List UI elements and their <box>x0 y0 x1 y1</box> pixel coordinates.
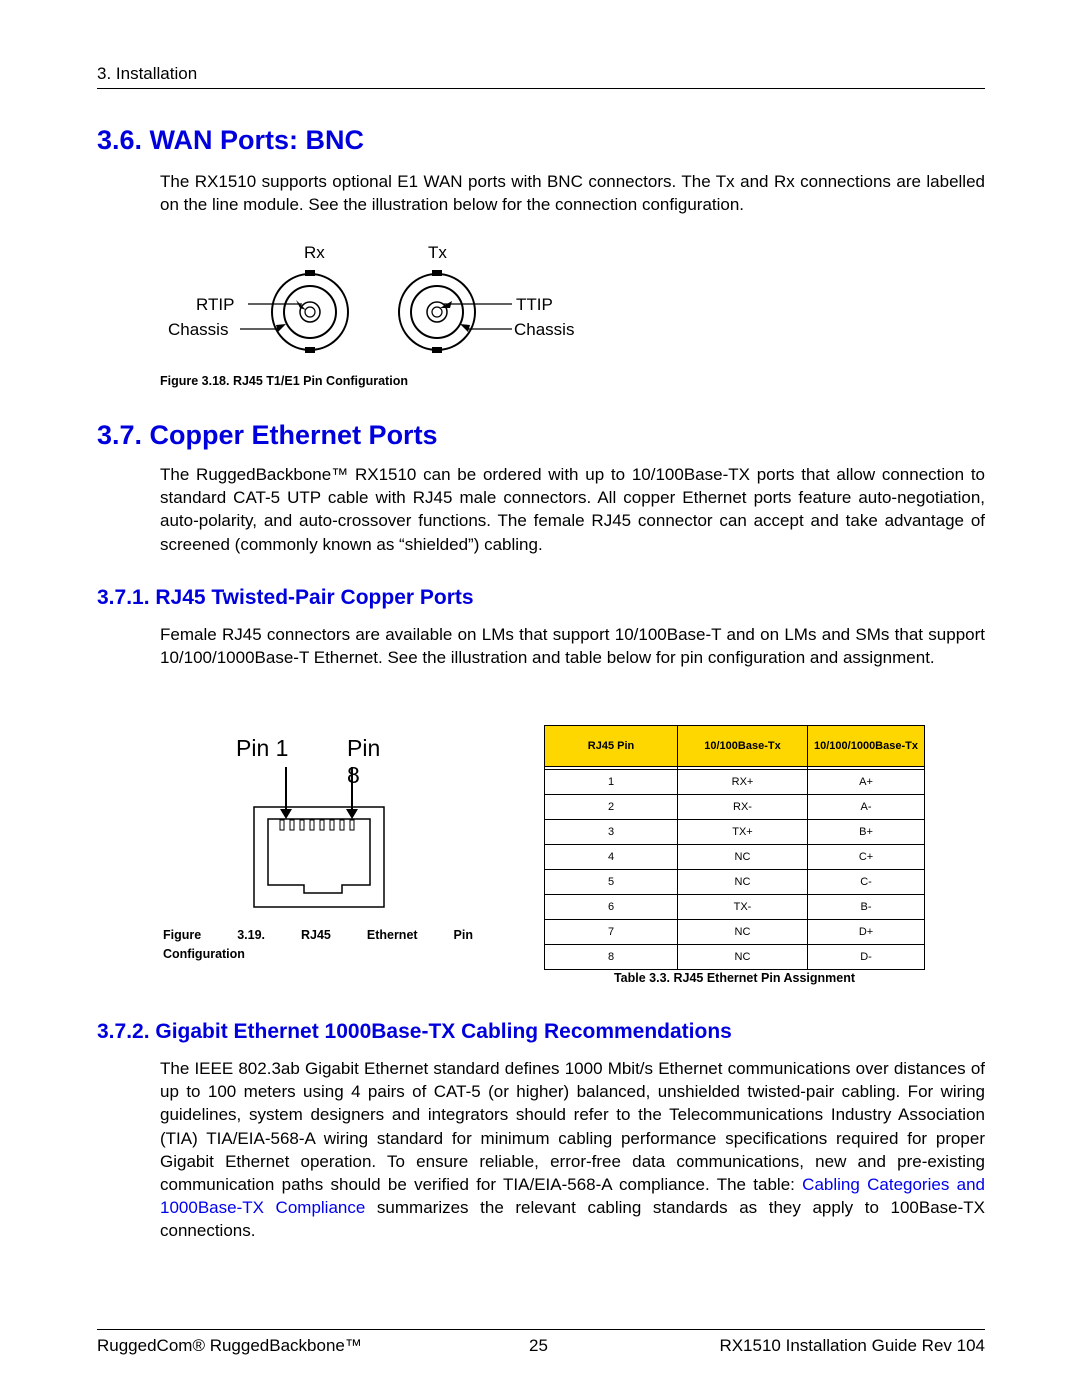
table-header-cell: RJ45 Pin <box>545 726 678 767</box>
footer-brand: RuggedCom® RuggedBackbone™ <box>97 1336 362 1355</box>
table-cell: TX- <box>678 895 808 920</box>
table-cell: B- <box>808 895 925 920</box>
table-cell: 2 <box>545 795 678 820</box>
table-header-cell: 10/100/1000Base-Tx <box>808 726 925 767</box>
section-copper-body: The RuggedBackbone™ RX1510 can be ordered with up to 10/100Base-TX ports that allow connection to standard CAT-5 UTP cable with RJ45 male connectors. All copper Ethernet ports feature auto-negotiation, auto-polarity, and auto-crossover functions. The female RJ45 connector can accept and take advantage of screened (commonly known as “shielded”) cabling. <box>160 465 985 554</box>
gigabit-body-text-end: summarizes the relevant cabling standards as they apply to 100Base-TX connections. <box>160 1198 985 1241</box>
table-cell: 6 <box>545 895 678 920</box>
table-cell: NC <box>678 945 808 970</box>
rj45-caption-word: 3.19. <box>237 928 265 942</box>
rj45-caption-line2: Configuration <box>163 947 245 961</box>
pin1-label: Pin 1 <box>236 735 289 761</box>
cabling-categories-link[interactable]: Cabling Categories and 1000Base-TX Compliance <box>160 1175 985 1218</box>
table-cell: 1 <box>545 770 678 795</box>
table-cell: TX+ <box>678 820 808 845</box>
table-row <box>545 820 925 845</box>
footer-page-number: 25 <box>529 1336 548 1355</box>
header-rule <box>97 88 985 89</box>
table-cell: NC <box>678 845 808 870</box>
rj45-jack-drawing <box>230 735 390 915</box>
footer-rule <box>97 1329 985 1330</box>
rj45-caption-word: Ethernet <box>366 928 418 942</box>
table-cell: C- <box>808 870 925 895</box>
table-cell: RX+ <box>678 770 808 795</box>
table-row <box>545 895 925 920</box>
table-header-row <box>545 726 925 767</box>
table-cell: A+ <box>808 770 925 795</box>
rj45-caption-word: Figure <box>163 928 202 942</box>
table-cell: C+ <box>808 845 925 870</box>
table-row <box>545 920 925 945</box>
table-row <box>545 945 925 970</box>
table-row <box>545 870 925 895</box>
ttip-label: TTIP <box>516 295 553 314</box>
pin8-label: Pin 8 <box>347 735 381 788</box>
rj45-pin-table <box>544 725 925 970</box>
table-cell: A- <box>808 795 925 820</box>
table-cell: B+ <box>808 820 925 845</box>
table-row <box>545 795 925 820</box>
table-cell: D+ <box>808 920 925 945</box>
chassis-right-label: Chassis <box>514 320 575 339</box>
rx-label: Rx <box>304 243 325 262</box>
gigabit-body-text: The IEEE 802.3ab Gigabit Ethernet standard defines 1000 Mbit/s Ethernet communications over distances of up to 100 meters using 4 pairs of CAT-5 (or higher) balanced, unshielded twisted-pair cabling. For wiring guidelines, system designers and integrators should refer to the Telecommunications Industry Association (TIA) TIA/EIA-568-A wiring standard for minimum cabling performance specifications required for proper Gigabit Ethernet operation. To ensure reliable, error-free data communications, new and pre-existing communication paths should be verified for TIA/EIA-568-A compliance. The table: <box>160 1059 985 1195</box>
rj45-caption-word: RJ45 <box>300 928 331 942</box>
table-header-cell: 10/100Base-Tx <box>678 726 808 767</box>
footer-doc-title: RX1510 Installation Guide Rev 104 <box>719 1336 985 1355</box>
pin-table-caption: Table 3.3. RJ45 Ethernet Pin Assignment <box>613 971 856 985</box>
section-title-copper-ethernet: 3.7. Copper Ethernet Ports <box>97 420 438 450</box>
table-row <box>545 845 925 870</box>
chassis-left-label: Chassis <box>168 320 229 339</box>
section-gigabit-body <box>160 1057 985 1243</box>
rj45-figure-caption <box>163 928 473 942</box>
section-title-rj45: 3.7.1. RJ45 Twisted-Pair Copper Ports <box>97 586 474 609</box>
table-cell: 5 <box>545 870 678 895</box>
table-cell: 7 <box>545 920 678 945</box>
table-cell: D- <box>808 945 925 970</box>
table-row <box>545 770 925 795</box>
rj45-caption-word: Pin <box>453 928 473 942</box>
bnc-figure-caption: Figure 3.18. RJ45 T1/E1 Pin Configuration <box>160 374 408 388</box>
tx-label: Tx <box>428 243 447 262</box>
section-title-gigabit-cabling: 3.7.2. Gigabit Ethernet 1000Base-TX Cabling Recommendations <box>97 1020 732 1043</box>
table-cell: 3 <box>545 820 678 845</box>
section-wan-body: The RX1510 supports optional E1 WAN ports with BNC connectors. The Tx and Rx connections are labelled on the line module. See the illustration below for the connection configuration. <box>160 172 985 215</box>
bnc-connector-figure <box>160 240 600 360</box>
rtip-label: RTIP <box>196 295 235 314</box>
table-cell: 4 <box>545 845 678 870</box>
section-rj45-body: Female RJ45 connectors are available on LMs that support 10/100Base-T and on LMs and SMs that support 10/100/1000Base-T Ethernet. See the illustration and table below for pin configuration and assignment. <box>160 625 985 668</box>
running-head: 3. Installation <box>97 64 198 83</box>
table-cell: 8 <box>545 945 678 970</box>
table-cell: NC <box>678 920 808 945</box>
table-cell: NC <box>678 870 808 895</box>
rj45-connector-figure <box>230 735 390 915</box>
table-cell: RX- <box>678 795 808 820</box>
section-title-wan-ports: 3.6. WAN Ports: BNC <box>97 125 365 155</box>
